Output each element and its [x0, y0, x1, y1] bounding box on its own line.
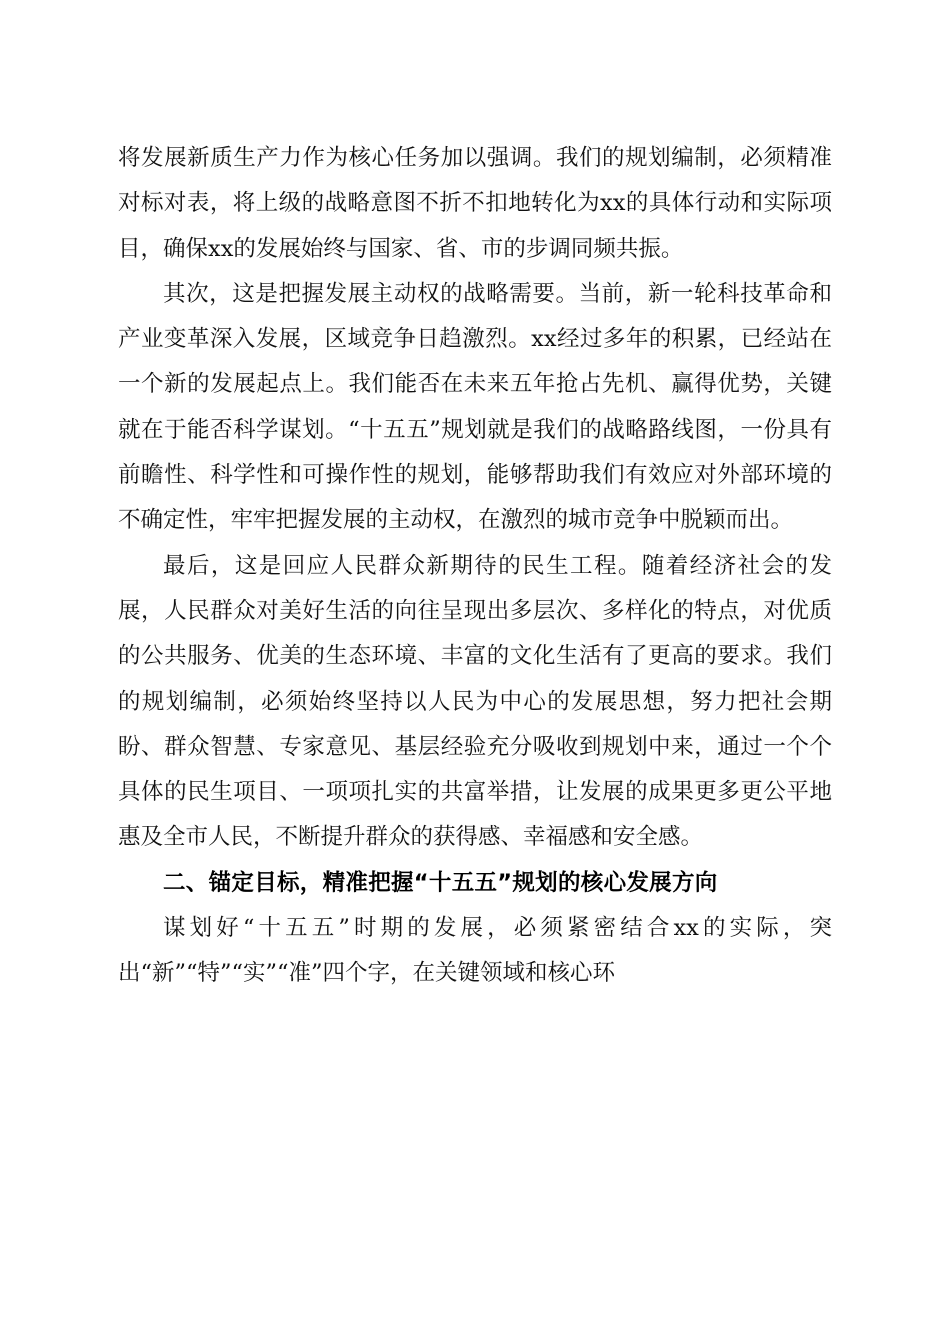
document-body: [118, 136, 832, 997]
paragraph-section-intro: 谋划好“十五五”时期的发展，必须紧密结合xx的实际，突出“新”“特”“实”“准”四个字，在关键领域和核心环: [118, 915, 832, 987]
paragraph-livelihood-project: 最后，这是回应人民群众新期待的民生工程。随着经济社会的发展，人民群众对美好生活的向往呈现出多层次、多样化的特点，对优质的公共服务、优美的生态环境、丰富的文化生活有了更高的要求。我们的规划编制，必须始终坚持以人民为中心的发展思想，努力把社会期盼、群众智慧、专家意见、基层经验充分吸收到规划中来，通过一个个具体的民生项目、一项项扎实的共富举措，让发展的成果更多更公平地惠及全市人民，不断提升群众的获得感、幸福感和安全感。: [118, 552, 832, 851]
paragraph-strategic-initiative: 其次，这是把握发展主动权的战略需要。当前，新一轮科技革命和产业变革深入发展，区域竞争日趋激烈。xx经过多年的积累，已经站在一个新的发展起点上。我们能否在未来五年抢占先机、赢得优势，关键就在于能否科学谋划。“十五五”规划就是我们的战略路线图，一份具有前瞻性、科学性和可操作性的规划，能够帮助我们有效应对外部环境的不确定性，牢牢把握发展的主动权，在激烈的城市竞争中脱颖而出。: [118, 280, 832, 534]
paragraph-continued: 将发展新质生产力作为核心任务加以强调。我们的规划编制，必须精准对标对表，将上级的战略意图不折不扣地转化为xx的具体行动和实际项目，确保xx的发展始终与国家、省、市的步调同频共振。: [118, 145, 832, 262]
section-heading: 二、锚定目标，精准把握“十五五”规划的核心发展方向: [163, 869, 718, 896]
